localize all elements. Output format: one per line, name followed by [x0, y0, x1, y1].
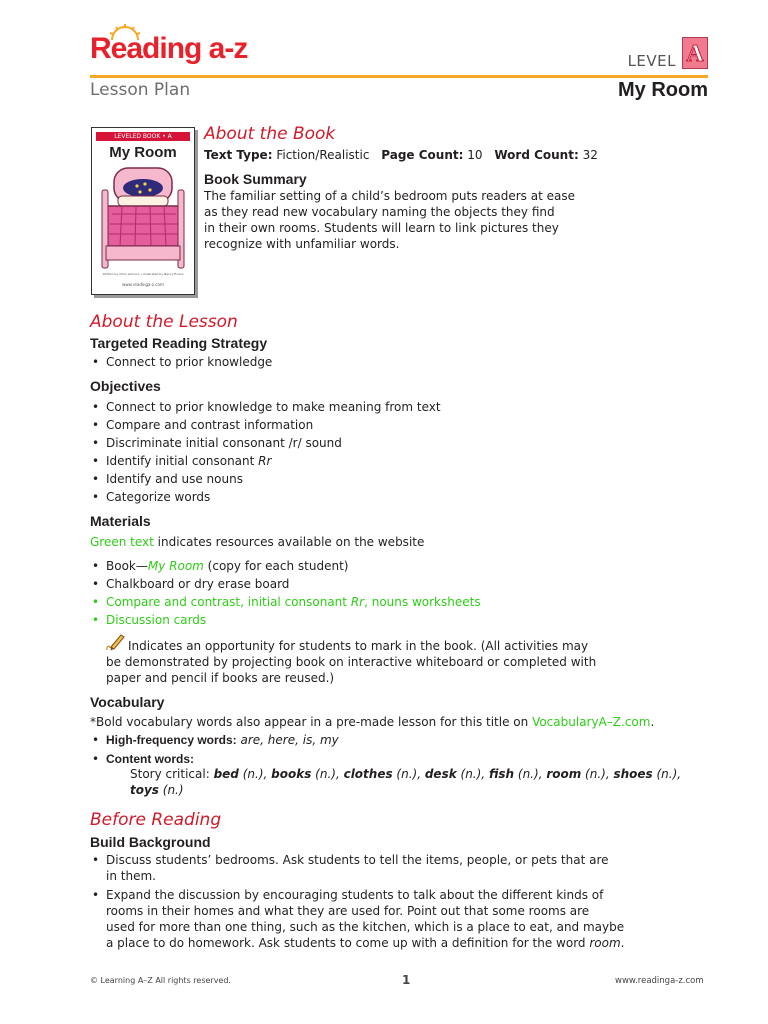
book-cover-image	[91, 127, 195, 295]
story-word: books	[271, 767, 312, 781]
vocab-note-text: *Bold vocabulary words also appear in a pre-made lesson for this title on	[90, 715, 533, 729]
vocabulary-list	[90, 731, 339, 768]
story-pos: (n.),	[652, 767, 682, 781]
text-type-label: Text Type:	[204, 148, 273, 162]
story-word: fish	[488, 767, 515, 781]
list-item	[90, 557, 481, 575]
story-word: toys	[130, 783, 159, 797]
cover-band-text: LEVELED BOOK • A	[114, 133, 172, 140]
summary-line: recognize with unfamiliar words.	[204, 237, 400, 251]
book-summary-heading: Book Summary	[204, 171, 307, 187]
objective-text: Identify initial consonant	[106, 454, 259, 468]
strategy-heading: Targeted Reading Strategy	[90, 335, 268, 351]
list-item: • Categorize words	[90, 488, 441, 506]
worksheets-text-end: , nouns worksheets	[364, 595, 481, 609]
discussion-cards-link[interactable]: • Discussion cards	[90, 611, 481, 629]
cover-byline: Written by Chris Johnson • Illustrated by Nancy Evans	[102, 272, 184, 276]
list-item	[90, 887, 625, 951]
build-background-heading: Build Background	[90, 834, 211, 850]
level-badge	[682, 37, 708, 69]
materials-note	[90, 534, 424, 550]
story-pos: (n.),	[514, 767, 547, 781]
vocabulary-az-link[interactable]: VocabularyA–Z.com	[532, 715, 651, 729]
about-lesson-heading: About the Lesson	[90, 312, 238, 332]
story-critical-words	[130, 766, 681, 798]
mark-in-book-note	[106, 638, 596, 686]
list-item: • Connect to prior knowledge	[90, 353, 272, 371]
page-count-value: 10	[467, 148, 483, 162]
story-label: Story critical:	[130, 767, 210, 781]
list-item: • Identify and use nouns	[90, 470, 441, 488]
list-item	[90, 852, 625, 884]
item-line: • Expand the discussion by encouraging students to talk about the different kinds of	[106, 888, 604, 902]
summary-line: in their own rooms. Students will learn to link pictures they	[204, 221, 559, 235]
vocab-note-end: .	[650, 715, 655, 729]
summary-line: as they read new vocabulary naming the objects they find	[204, 205, 555, 219]
hf-label: High-frequency words:	[106, 733, 237, 747]
story-words	[214, 767, 682, 781]
cover-title: My Room	[109, 144, 177, 161]
list-item: • Chalkboard or dry erase board	[90, 575, 481, 593]
item-line	[106, 935, 625, 951]
worksheets-text: Compare and contrast, initial consonant	[106, 595, 351, 609]
room-word: room	[589, 936, 621, 950]
story-word: clothes	[343, 767, 393, 781]
story-pos: (n.),	[456, 767, 489, 781]
book-summary-text	[204, 188, 575, 252]
footer-url[interactable]: www.readinga-z.com	[615, 976, 704, 986]
story-word: shoes	[613, 767, 653, 781]
worksheets-link[interactable]	[90, 593, 481, 611]
list-item: • Connect to prior knowledge to make meaning from text	[90, 398, 441, 416]
item-line: • Discuss students’ bedrooms. Ask students to tell the items, people, or pets that are	[106, 853, 609, 867]
vocabulary-heading: Vocabulary	[90, 694, 165, 710]
book-stats	[204, 147, 598, 163]
word-count-value: 32	[582, 148, 598, 162]
item-line: rooms in their homes and what they are used for. Point out that some rooms are	[106, 904, 590, 918]
summary-line: The familiar setting of a child’s bedroom puts readers at ease	[204, 189, 575, 203]
before-reading-list	[90, 852, 625, 951]
cover-url: www.readinga-z.com	[122, 282, 164, 287]
list-item	[90, 731, 339, 749]
item-line-text: a place to do homework. Ask students to come up with a definition for the word	[106, 936, 590, 950]
objective-rr: Rr	[258, 454, 272, 468]
before-reading-heading: Before Reading	[90, 810, 222, 830]
objectives-list	[90, 398, 441, 506]
item-line: in them.	[106, 869, 156, 883]
materials-note-text: indicates resources available on the website	[153, 535, 425, 549]
list-item: • Compare and contrast information	[90, 416, 441, 434]
materials-list	[90, 557, 481, 629]
header-rule	[90, 75, 708, 78]
item-line: used for more than one thing, such as the kitchen, which is a place to eat, and maybe	[106, 920, 625, 934]
strategy-list	[90, 353, 272, 371]
level-letter: A	[686, 41, 704, 67]
item-line-end: .	[620, 936, 625, 950]
story-word: desk	[424, 767, 457, 781]
page-title: My Room	[618, 79, 708, 101]
story-pos: (n.),	[581, 767, 614, 781]
book-prefix: Book—	[106, 559, 148, 573]
level-label: LEVEL	[627, 52, 676, 70]
story-word: room	[546, 767, 582, 781]
about-book-heading: About the Book	[204, 124, 336, 144]
book-link[interactable]: My Room	[147, 559, 204, 573]
materials-heading: Materials	[90, 513, 151, 529]
note-line: paper and pencil if books are reused.)	[106, 671, 335, 685]
story-pos: (n.),	[311, 767, 344, 781]
logo-text: Reading a-z	[90, 32, 248, 65]
word-count-label: Word Count:	[494, 148, 579, 162]
worksheets-rr: Rr	[350, 595, 365, 609]
text-type-value: Fiction/Realistic	[276, 148, 370, 162]
objectives-heading: Objectives	[90, 378, 161, 394]
story-pos: (n.),	[238, 767, 272, 781]
book-suffix: (copy for each student)	[203, 559, 349, 573]
list-item	[90, 452, 441, 470]
note-line: Indicates an opportunity for students to mark in the book. (All activities may	[128, 639, 589, 653]
vocabulary-note	[90, 714, 654, 730]
story-pos: (n.),	[392, 767, 425, 781]
reading-az-logo	[90, 26, 248, 70]
content-label: Content words:	[106, 752, 194, 766]
note-line: be demonstrated by projecting book on interactive whiteboard or completed with	[106, 655, 597, 669]
list-item: • Discriminate initial consonant /r/ sound	[90, 434, 441, 452]
page-count-label: Page Count:	[381, 148, 464, 162]
bed-illustration	[100, 166, 186, 270]
green-text-label: Green text	[90, 535, 154, 549]
story-pos: (n.)	[158, 783, 184, 797]
copyright: © Learning A–Z All rights reserved.	[90, 976, 231, 985]
hf-words: are, here, is, my	[236, 733, 339, 747]
cover-band	[96, 132, 190, 141]
section-label: Lesson Plan	[90, 80, 191, 100]
page-number: 1	[402, 973, 411, 987]
story-word: bed	[213, 767, 239, 781]
